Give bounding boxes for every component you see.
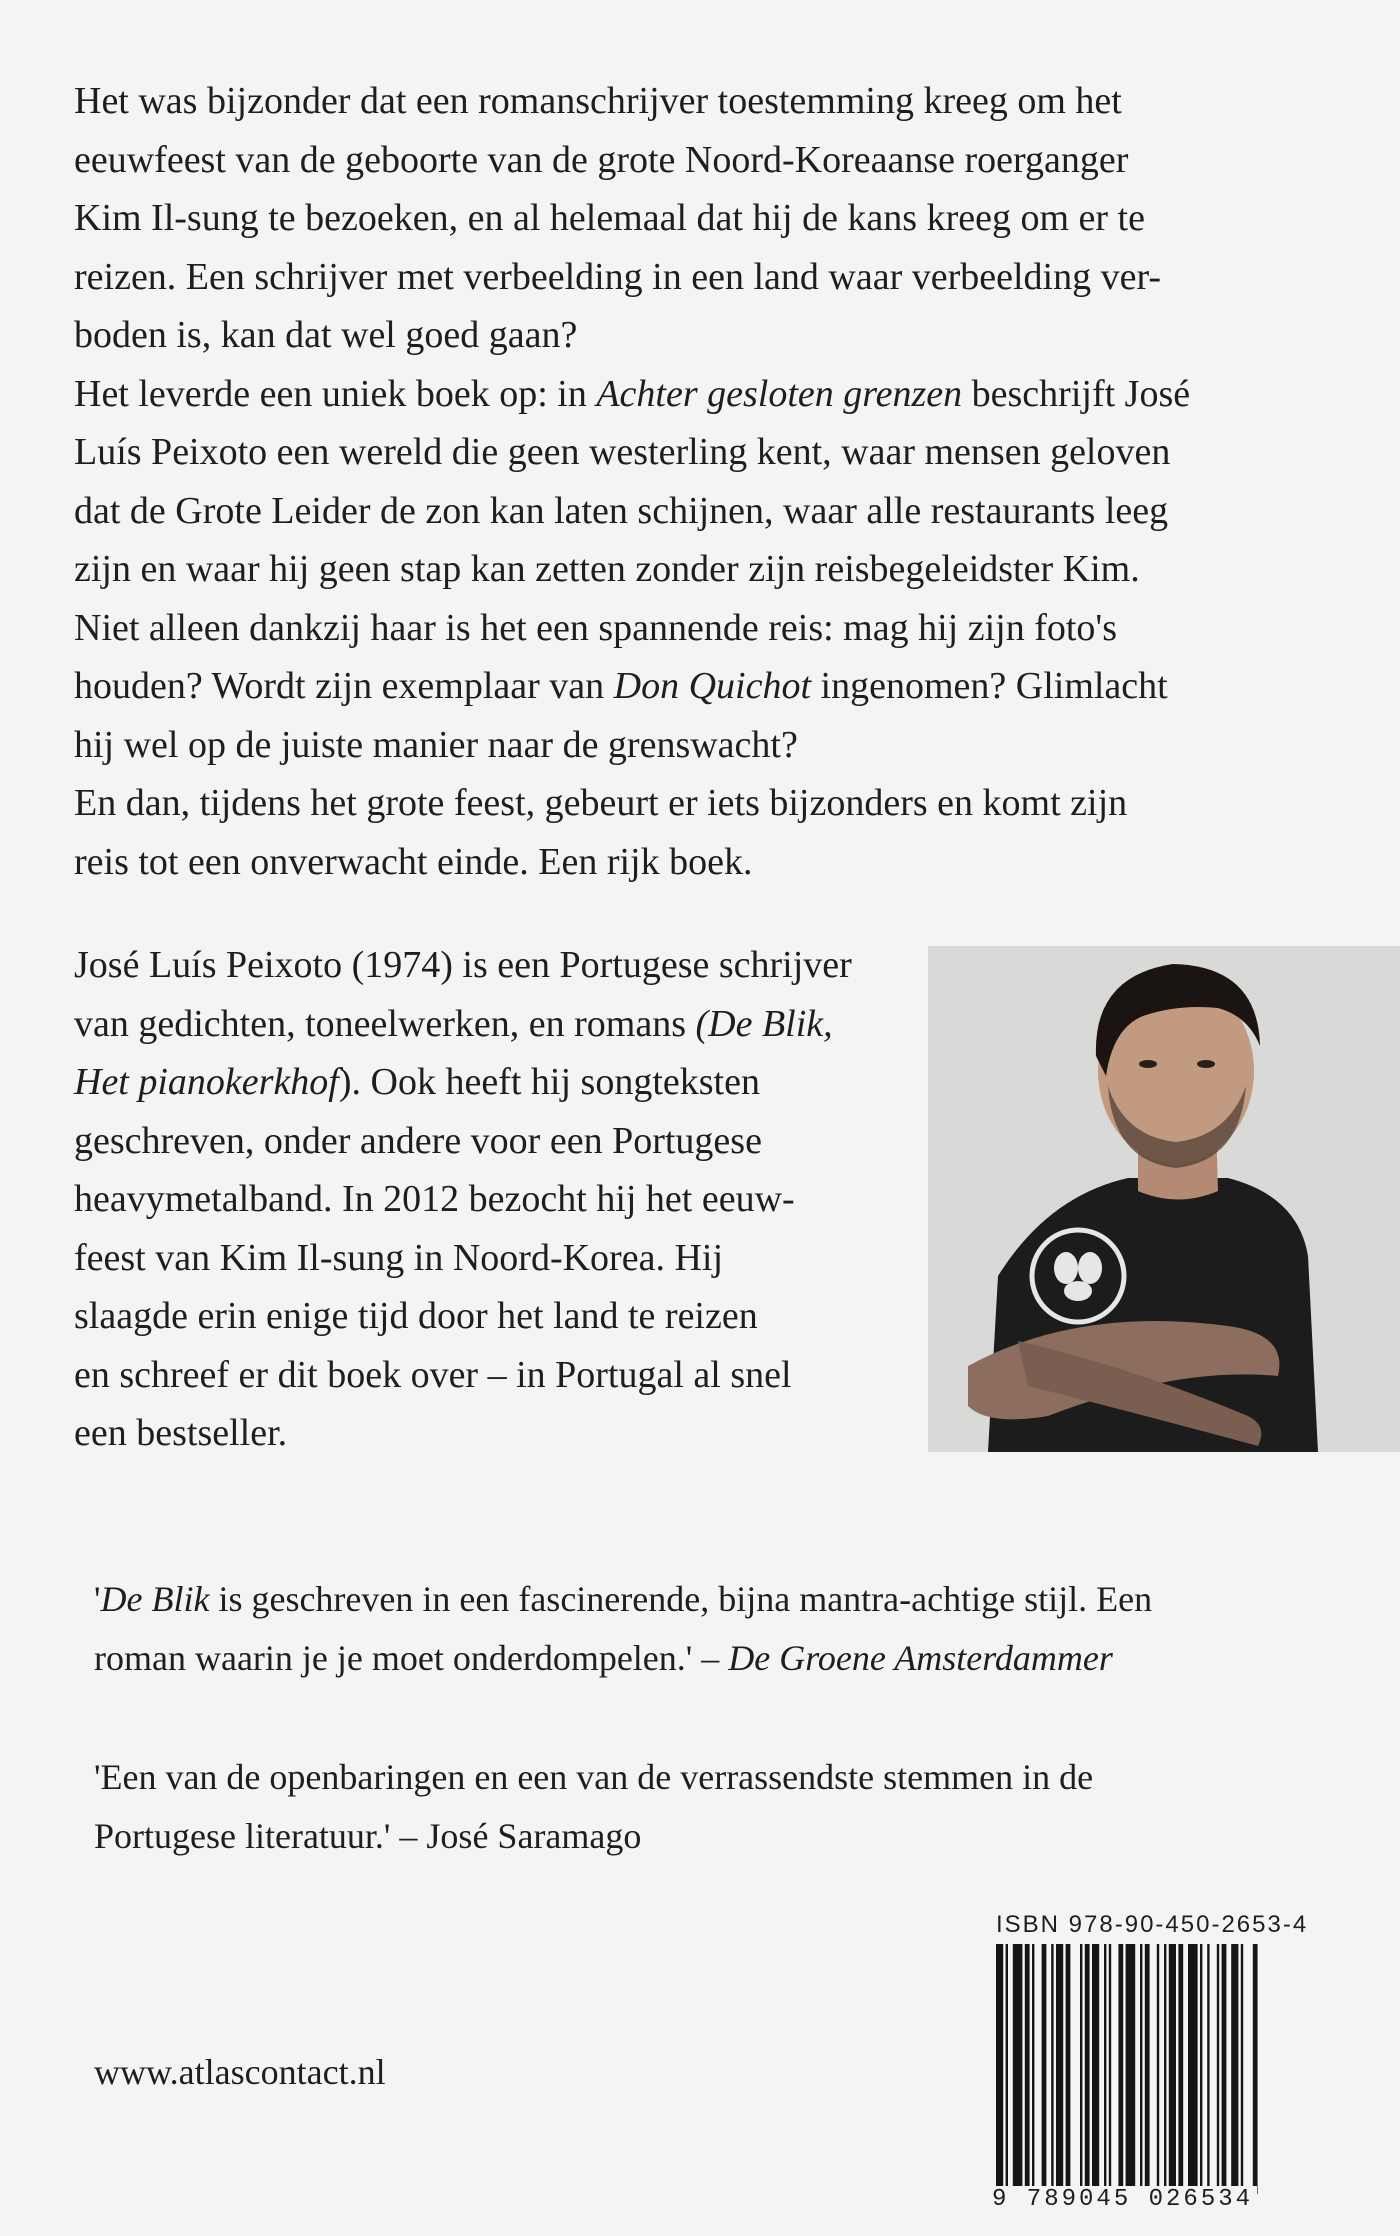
quote-mark: '	[94, 1579, 101, 1619]
barcode-bar	[1025, 1944, 1030, 2194]
blurb-line: reis tot een onverwacht einde. Een rijk boek.	[74, 840, 753, 883]
bio-line: feest van Kim Il-sung in Noord-Korea. Hij	[74, 1236, 724, 1279]
book-title-italic: Achter gesloten grenzen	[596, 372, 963, 415]
blurb-text-span: ingenomen? Glimlacht	[811, 665, 1168, 707]
barcode-bar	[1104, 1944, 1106, 2194]
bio-text-span: ). Ook heeft hij songteksten	[338, 1061, 760, 1103]
book-title-italic: (De Blik,	[695, 1002, 833, 1045]
barcode-bar	[1042, 1944, 1047, 2194]
book-title-italic: Don Quichot	[613, 665, 812, 707]
barcode-bar	[1231, 1944, 1238, 2194]
barcode-bar	[1066, 1944, 1071, 2194]
barcode-bar	[1200, 1944, 1202, 2194]
blurb-line: Het was bijzonder dat een romanschrijver toestemming kreeg om het	[74, 80, 1122, 122]
quote-line: Portugese literatuur.' – José Saramago	[94, 1816, 642, 1856]
barcode-bar	[1051, 1944, 1053, 2194]
blurb-line: Kim Il-sung te bezoeken, en al helemaal dat hij de kans kreeg om er te	[74, 197, 1145, 239]
barcode-bar	[1013, 1944, 1023, 2194]
barcode-bar	[1006, 1944, 1008, 2194]
bio-line: heavymetalband. In 2012 bezocht hij het eeuw-	[74, 1178, 795, 1220]
barcode-bar	[1140, 1944, 1142, 2194]
blurb-line	[74, 657, 1274, 716]
blurb-line: zijn en waar hij geen stap kan zetten zonder zijn reisbegeleidster Kim.	[74, 548, 1140, 590]
barcode-bar	[1145, 1944, 1150, 2194]
review-quote-2	[94, 1748, 1334, 1866]
barcode-bar	[1178, 1944, 1183, 2194]
bio-line: geschreven, onder andere voor een Portugese	[74, 1119, 762, 1162]
barcode-bar	[1188, 1944, 1198, 2194]
barcode-bar	[1118, 1944, 1123, 2194]
bio-line	[74, 995, 904, 1054]
isbn-label: ISBN 978-90-450-2653-4	[996, 1911, 1309, 1938]
publisher-website: www.atlascontact.nl	[94, 2052, 386, 2092]
barcode-bar	[996, 1944, 1003, 2194]
blurb-line: Niet alleen dankzij haar is het een spannende reis: mag hij zijn foto's	[74, 606, 1118, 649]
quote-source-italic: De Groene Amsterdammer	[728, 1638, 1113, 1678]
blurb-line: dat de Grote Leider de zon kan laten schijnen, waar alle restaurants leeg	[74, 489, 1169, 532]
blurb-line: reizen. Een schrijver met verbeelding in een land waar verbeelding ver-	[74, 255, 1162, 298]
barcode-bar	[1056, 1944, 1063, 2194]
barcode-bar	[1164, 1944, 1166, 2194]
barcode-bar	[1085, 1944, 1090, 2194]
blurb-line: eeuwfeest van de geboorte van de grote Noord-Koreaanse roerganger	[74, 138, 1129, 181]
bio-line: slaagde erin enige tijd door het land te reizen	[74, 1295, 758, 1337]
barcode-bar	[1126, 1944, 1136, 2194]
bio-line: een bestseller.	[74, 1412, 288, 1454]
barcode-bar	[1217, 1944, 1219, 2194]
blurb-line: Luís Peixoto een wereld die geen westerling kent, waar mensen geloven	[74, 431, 1171, 473]
barcode-bars	[984, 1944, 1300, 2194]
barcode-bar	[1207, 1944, 1209, 2194]
author-portrait-illustration	[928, 946, 1400, 1452]
author-photo	[928, 946, 1400, 1452]
barcode-bar	[1092, 1944, 1099, 2194]
barcode-bar	[1241, 1944, 1243, 2194]
blurb-text-span: houden? Wordt zijn exemplaar van	[74, 665, 614, 707]
barcode-bar	[1253, 1944, 1258, 2194]
barcode-bar	[1032, 1944, 1034, 2194]
blurb-text-span: Het leverde een uniek boek op: in	[74, 372, 597, 415]
blurb-text-span: beschrijft José	[962, 372, 1191, 415]
quote-text-span: roman waarin je je moet onderdompelen.' –	[94, 1638, 729, 1678]
barcode-bar	[1109, 1944, 1111, 2194]
quote-text-span: is geschreven in een fascinerende, bijna mantra-achtige stijl. Een	[209, 1579, 1153, 1619]
barcode-bar	[1222, 1944, 1227, 2194]
bio-line: José Luís Peixoto (1974) is een Portugese schrijver	[74, 944, 852, 986]
author-bio	[74, 936, 904, 1463]
book-title-italic: De Blik	[100, 1579, 210, 1619]
barcode-bar	[1080, 1944, 1082, 2194]
bio-text-span: van gedichten, toneelwerken, en romans	[74, 1002, 696, 1045]
blurb-text	[74, 72, 1274, 891]
barcode-bar	[1169, 1944, 1176, 2194]
bio-line	[74, 1053, 904, 1112]
blurb-line: boden is, kan dat wel goed gaan?	[74, 314, 578, 356]
blurb-line: En dan, tijdens het grote feest, gebeurt er iets bijzonders en komt zijn	[74, 782, 1128, 824]
barcode-bar	[1157, 1944, 1159, 2194]
blurb-line	[74, 365, 1274, 424]
review-quote-1	[94, 1570, 1334, 1688]
barcode-digits: 9 789045 026534	[988, 2186, 1257, 2214]
quote-line	[94, 1629, 1334, 1688]
quote-line	[94, 1570, 1334, 1629]
quote-line: 'Een van de openbaringen en een van de verrassendste stemmen in de	[94, 1757, 1094, 1797]
blurb-line: hij wel op de juiste manier naar de grenswacht?	[74, 723, 798, 766]
bio-line: en schreef er dit boek over – in Portugal al snel	[74, 1353, 792, 1396]
book-title-italic: Het pianokerkhof	[74, 1061, 339, 1103]
barcode	[984, 1944, 1300, 2218]
